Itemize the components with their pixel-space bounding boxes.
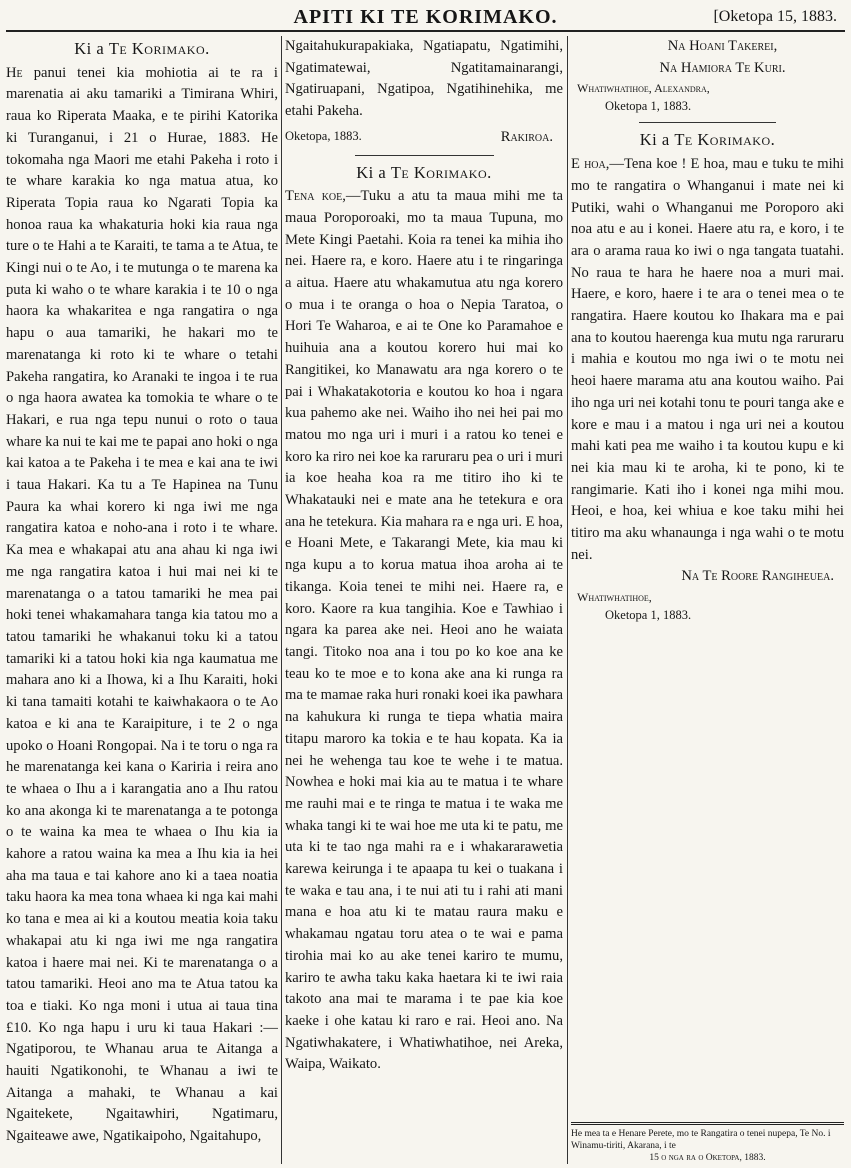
letter-heading: Ki a Te Korimako. [639,130,776,150]
letter-signature: Na Hoani Takerei, [667,38,778,54]
issue-date: [Oketopa 15, 1883. [713,8,837,25]
imprint-line: 15 o nga ra o Oketopa, 1883. [649,1153,766,1163]
masthead [6,4,845,32]
separator-rule [355,155,494,156]
columns [6,36,845,1164]
letter-body: He panui tenei kia mohiotia ai te ra i marenatia ai aku tamariki a Timirana Whiri, raua ko Riperata Maaka, e te pirihi Katorika ki Turanganui, i 21 o Hurae, 1883. He tokomaha nga Maori me etahi Pakeha i roto i te whare karakia ko nga matua atua, ko Riperata Topia raua ko Ngarati Topia ka honoa raua ka whakaturia hoki kia raua nga ture o te Hahi a te Karaiti, te tama a te Atua, te Kingi nui o te Ao, i te mutunga o te marena ka puta ki waho o te whare karakia i te 10 o nga haora ka whakaritea e nga rangatira o nga hapu o aua tamariki, he hakari mo te marenatanga ki roto ki te whare o tetahi Pakeha rangatira, ko Aranaki te ingoa i te rua o nga haora awatea ka tomokia te whare o te Hakari, e rua nga tepu nunui o roto o taua whare ka nui te kai me te papai ano hoki o nga kai katoa a te Pakeha i te mea e kai ana te iwi i taua Hakari. Ka tu a Te Hapinea na Tunu Paura ka whai korero ki nga iwi me nga rangatira katoa e noho-ana i roto i te whare. Ka mea e whakapai atu ana ahau ki nga iwi me nga rangatira katoa i hui mai nei ki te marenatanga o a tatou tamariki he mea pai hoki tenei whakamahara tanga kia tatou mo a tatou tamariki he whakanui toku ki a tatou tamariki ki a tatou hoki kia nga kaumatua me mahara ano ki a Ihowa, ki a Ihu Karaiti, hoki ki tana tamaiti kotahi te kaiwhakaora o te Ao katoa e ki ana te Karaipiture, i te 2 o nga upoko o Hoani Rongopai. Na i te toru o nga ra he marenatanga kei kana o Kariria i reira ano te whaea o Ihu a i karangatia ano a Ihu ratou ko ana akonga ki te marenatanga a te potonga o te waina ka mea te whaea o Ihu kia ia kahore a ratou waina ka mea a Ihu kia ia hei aha ma taua e tai kahore ano ki a taea noatia taku haora ka mea tona whaea ki nga kai mahi ko tana e mea ai ki a koutou meatia koia taku whakapai atu ki nga iwi me nga rangatira katoa i haere mai nei. Ki te marenatanga o a tatou tamariki. Heoi ano ma te Atua tatou ka toa e tiaki. Ko nga moni i utua ai taua tina £10. Ko nga hapu i uru ki taua Hakari :—Ngatiporou, te Whanau arua te Aitanga a hauiti Ngatikonohi, te Whanau a iwi te Aitanga a mahaki, te Whanau a kai Ngaitekete, Ngaitawhiri, Ngatimaru, Ngaiteawe awe, Ngatikaipoho, Ngaitahupo, [6,64,278,1145]
column-divider [281,36,282,1164]
letter-body: Tena koe,—Tuku a atu ta maua mihi me ta maua Poroporoaki, mo ta maua Tupuna, mo Mete Kingi Paetahi. Koia ra tenei ka mihia iho nei. Haere ra, e koro. Haere atu i te ringaringa a aitua. Haere atu whakamutua atu nga korero o mua i te oranga o hoa o Nepia Taratoa, o Hori Te Waharoa, e ai te One ko Paramahoe e huihuia ana a koutou korero hui mai ko Rangitikei, ko Manawatu ara nga korero o te pai i Whakatakotoria e koutou ko hoa i ngara kua pahemo ake nei. Waiho iho nei hei pai mo matou mo nga uri i muri i a ratou ko tenei e koro ka riro nei koe ka raruraru pea o uri i muri ia koe heaha koa ra me titiro iho ki te Whakatauki nei e mate ana he tetekura e ora ana he tetekura. Kia mahara ra e nga uri. E hoa, e Hoani Mete, e Takarangi Mete, kia mau ki nga kupu a to koruа matua ihoa aroha ai te tikanga. Koia tenei te mihi nei. Haere ra, e koro. Kaore ra kua tangihia. Koe e Tawhiao i ngara ka parea ake nei. Heoi ano he waiata tangi. Titoko noa ana i tou po ko koe ana ke teau ko te moe e to kona ake ana ki runga ra ma te mamae raka huri ronaki koei ika pawhara na kahukura ki runga te tiepa whatia maira titapu maroro ka tokia e te hau kopata. Ka ia nei he wehenga tau koe te wehe i te matua. Nowhea e hoki mai kia au te matua i te whare me rauhi mai e te ringa te matua i te waka me whaka tangi ki te wai hoe me uta ki te patu, me uta ki te tao nga mahi ra e i whakararawetia karewa keirunga i te apaapa tu kei o tuakana i te waka e tau ana, i te nui ati tu i rahi ati mani mana e hoa atu ki te matau raura maku e whakamau ngatau toru atea o te wai e pama tirohia mai ko au ake tenei kariro te mumu, kariro te awha taku kaka haetara ki te iwi raia takoto ana mai te marama i te pae kia koe kaeke i ohe katau ki raro e rai. Heoi ano. Na Ngatiwhakatere, i Whatiwhatihoe, nei Areka, Waipa, Waikato. [285,188,563,1073]
letter-signature: Rakiroa. [500,128,553,145]
letter-heading: Ki a Te Korimako. [74,39,210,58]
letter-place: Whatiwhatihoe, Alexandra, [577,81,710,96]
column-2 [285,36,563,1164]
column-1 [6,36,278,1164]
letter-heading: Ki a Te Korimako. [356,162,492,182]
letter-place: Whatiwhatihoe, [577,590,652,605]
letter-date: Oketopa 1, 1883. [605,99,692,114]
column-divider [567,36,568,1164]
column-3 [571,36,844,1164]
letter-footer [285,127,563,149]
letter-body: E hoa,—Tena koe ! E hoa, mau e tuku te mihi mo te rangatira o Whanganui i mate nei ki Putiki, wahi o Whanganui me Poroporo aki noa atu e au i konei. Haere atu ra, e koro, i te ara o arama raua ko iwi o nga tangata tuatahi. No raua te hara he haere noa a muri mai. Haere, e koro, haere i te ara o tenei mea o te rangatira. Haere koutou ko Ihakara ma e pai ana to koutou haerenga kua mutu nga raruraru i mahia e koutou mo nga iwi o te motu nei heoi haere marama atu ana koutou waiho. Pai iho nga uri nei kotahi tonu te pouri tanga ake e kore e mau i a matou i nga uri nei a koutou mahi kati pea me waiho i ta koutou kupu e ki nei kia mau ki te aroha, ki te pono, ki te rangimarie. Kati iho i konei nga mihi mou. Heoi, e hoa, kei whiua e koe taku mihi hei titiro ma aku whanaunga i nga wahi o te motu nei. [571,156,844,563]
separator-rule [639,122,776,123]
letter-body-continued: Ngaitahukurapakiaka, Ngatiapatu, Ngatimihi, Ngatimatewai, Ngatitamainarangi, Ngatiruapani, Ngatipoa, Ngatihinehika, me etahi Pakeha. [285,38,563,120]
letter-signature: Na Hamiora Te Kuri. [659,59,786,76]
printer-imprint [571,1122,844,1164]
page-title: APITI KI TE KORIMAKO. [293,6,558,28]
letter-signature: Na Te Roore Rangiheuea. [681,568,834,585]
letter-dateline: Oketopa, 1883. [285,128,362,143]
imprint-line: He mea ta e Henare Perete, mo te Rangatira o tenei nupepa, Te No. i Winamu-tiriti, Akarana, i te [571,1129,831,1151]
letter-date: Oketopa 1, 1883. [605,608,692,623]
